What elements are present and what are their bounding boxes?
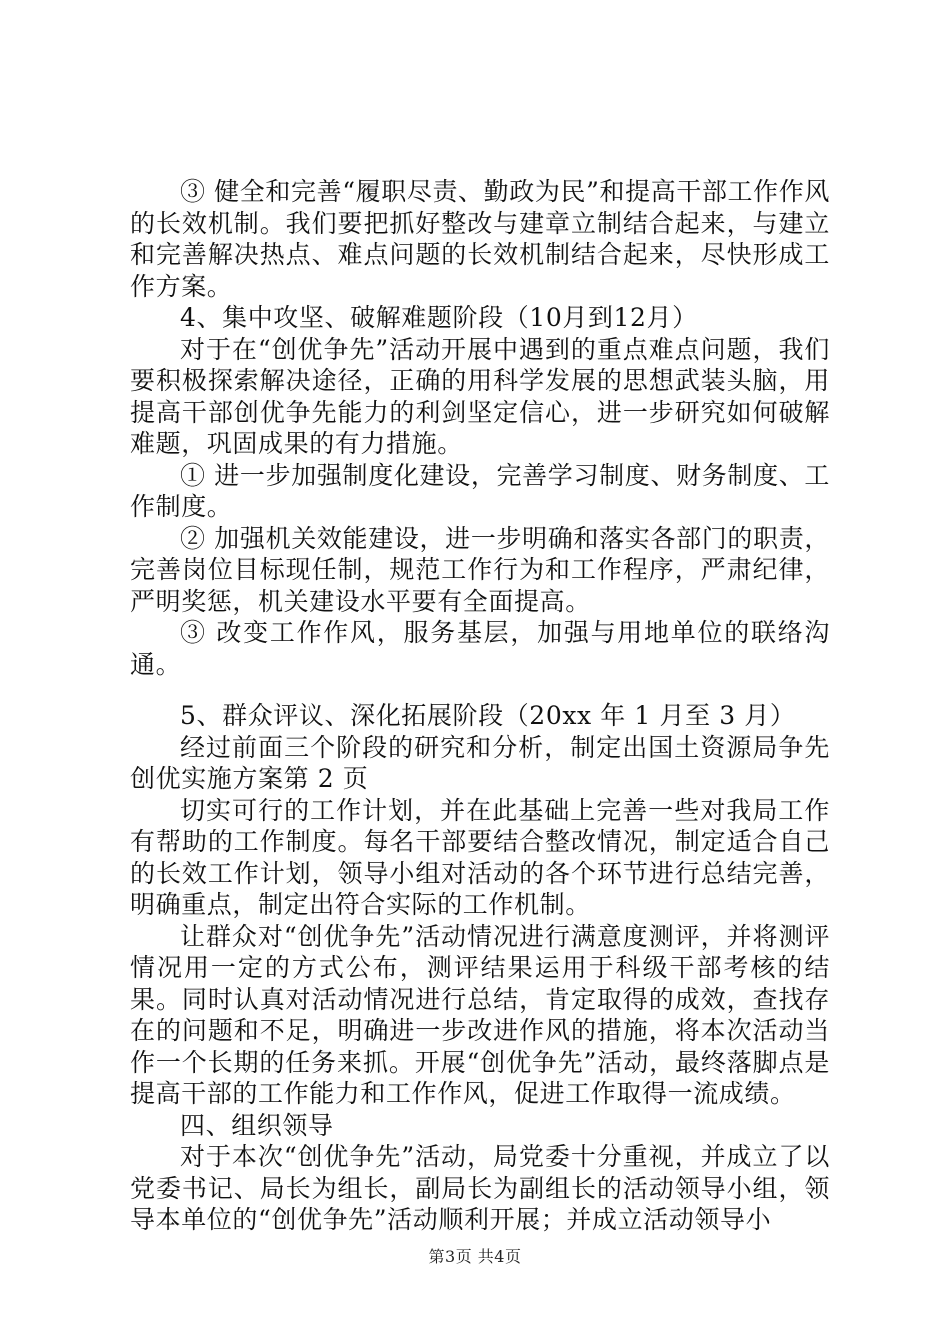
section-heading-stage-5: 5、群众评议、深化拓展阶段（20xx 年 1 月至 3 月）	[180, 701, 796, 730]
paragraph-item-1-institutions: ① 进一步加强制度化建设，完善学习制度、财务制度、工作制度。	[130, 460, 830, 521]
paragraph-public-evaluation: 让群众对“创优争先”活动情况进行满意度测评，并将测评情况用一定的方式公布，测评结果运用于科级干部考核的结果。同时认真对活动情况进行总结，肯定取得的成效，查找存在的问题和不足，明确进一步改进作风的措施，将本次活动当作一个长期的任务来抓。开展“创优争先”活动，最终落脚点是提高干部的工作能力和工作作风，促进工作取得一流成绩。	[130, 921, 830, 1108]
document-body	[130, 176, 830, 1236]
section-heading-organization: 四、组织领导	[180, 1110, 334, 1140]
paragraph-gap	[130, 680, 830, 700]
paragraph-work-plan: 切实可行的工作计划，并在此基础上完善一些对我局工作有帮助的工作制度。每名干部要结合整改情况，制定适合自己的长效工作计划，领导小组对活动的各个环节进行总结完善，明确重点，制定出符合实际的工作机制。	[130, 795, 830, 919]
paragraph-stage-5-intro: 经过前面三个阶段的研究和分析，制定出国土资源局争先创优实施方案第 2 页	[130, 732, 830, 793]
paragraph-leadership-group: 对于本次“创优争先”活动，局党委十分重视，并成立了以党委书记、局长为组长，副局长为副组长的活动领导小组，领导本单位的“创优争先”活动顺利开展；并成立活动领导小	[130, 1142, 830, 1234]
paragraph-stage-4-intro: 对于在“创优争先”活动开展中遇到的重点难点问题，我们要积极探索解决途径，正确的用科学发展的思想武装头脑，用提高干部创优争先能力的利剑坚定信心，进一步研究如何破解难题，巩固成果的有力措施。	[130, 334, 830, 458]
paragraph-item-3-mechanism: ③ 健全和完善“履职尽责、勤政为民”和提高干部工作作风的长效机制。我们要把抓好整改与建章立制结合起来，与建立和完善解决热点、难点问题的长效机制结合起来，尽快形成工作方案。	[130, 177, 830, 301]
section-heading-stage-4: 4、集中攻坚、破解难题阶段（10月到12月）	[180, 303, 698, 332]
paragraph-item-2-efficiency: ② 加强机关效能建设，进一步明确和落实各部门的职责，完善岗位目标现任制，规范工作行为和工作程序，严肃纪律，严明奖惩，机关建设水平要有全面提高。	[130, 523, 830, 616]
page-footer: 第3页 共4页	[428, 1247, 522, 1266]
paragraph-item-3-workstyle: ③ 改变工作作风，服务基层，加强与用地单位的联络沟通。	[130, 618, 830, 679]
